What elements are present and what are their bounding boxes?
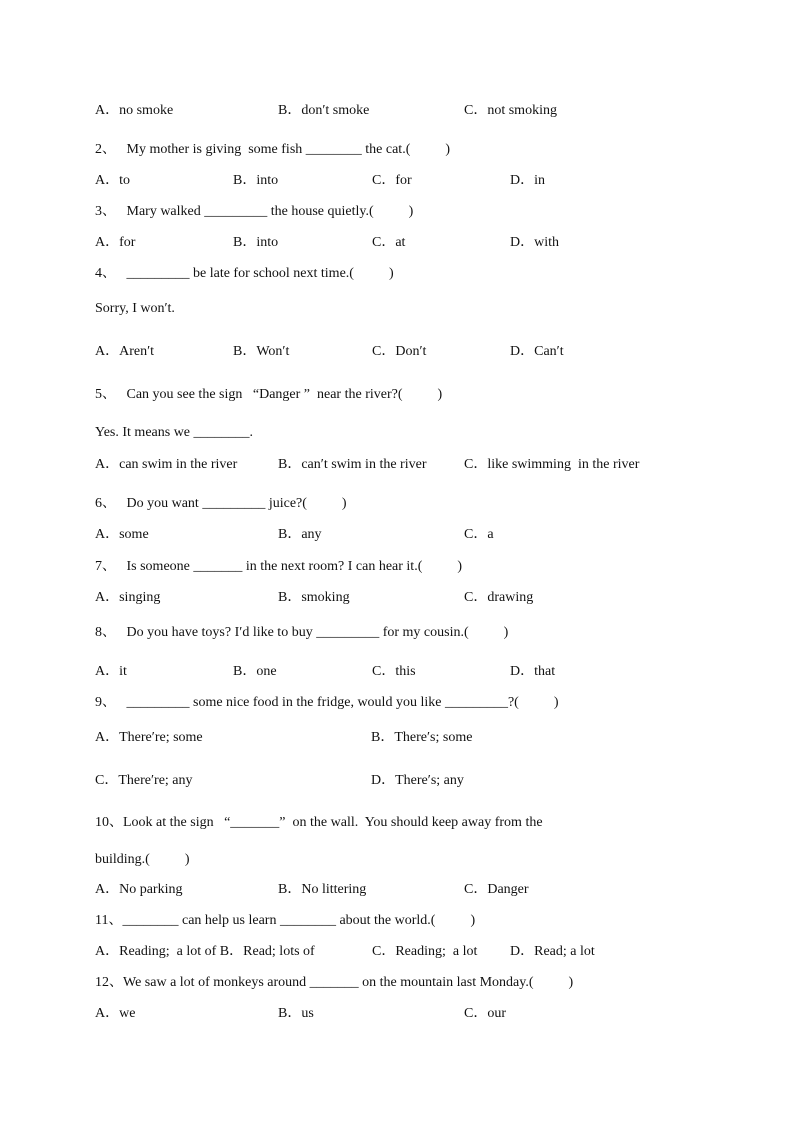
answer-option: C．drawing xyxy=(464,590,534,605)
question-line: 8、 Do you have toys? I′d like to buy _________ for my cousin.( ) xyxy=(95,625,509,640)
answer-option: C．at xyxy=(372,235,406,250)
answer-option: A．There′re; some xyxy=(95,730,203,745)
answer-option: D．There′s; any xyxy=(371,773,464,788)
answer-option: C．this xyxy=(372,664,416,679)
answer-option: D．Read; a lot xyxy=(510,944,595,959)
answer-option: B．us xyxy=(278,1006,314,1021)
answer-option: B．one xyxy=(233,664,277,679)
answer-option: B．smoking xyxy=(278,590,350,605)
answer-option: D．with xyxy=(510,235,559,250)
answer-option: A．we xyxy=(95,1006,136,1021)
answer-option: A．singing xyxy=(95,590,161,605)
answer-option: C．our xyxy=(464,1006,506,1021)
answer-option: D．Can′t xyxy=(510,344,564,359)
answer-option: A．for xyxy=(95,235,136,250)
answer-option: A．no smoke xyxy=(95,103,174,118)
question-line: 5、 Can you see the sign “Danger ” near the river?( ) xyxy=(95,387,443,402)
question-line: 11、________ can help us learn ________ about the world.( ) xyxy=(95,913,476,928)
answer-option: B．into xyxy=(233,235,279,250)
answer-option: C．Danger xyxy=(464,882,529,897)
answer-option: A．can swim in the river xyxy=(95,457,238,472)
answer-option: B．No littering xyxy=(278,882,367,897)
answer-option: A．it xyxy=(95,664,127,679)
answer-option: C．for xyxy=(372,173,412,188)
answer-option: B．Won′t xyxy=(233,344,290,359)
answer-option: A．to xyxy=(95,173,130,188)
answer-option: B．don′t smoke xyxy=(278,103,370,118)
answer-option: C．a xyxy=(464,527,494,542)
answer-option: D．that xyxy=(510,664,556,679)
answer-option: A．Reading; a lot of B．Read; lots of xyxy=(95,944,315,959)
answer-option: C．Don′t xyxy=(372,344,427,359)
question-line: 7、 Is someone _______ in the next room? I can hear it.( ) xyxy=(95,559,463,574)
answer-option: C．like swimming in the river xyxy=(464,457,640,472)
answer-option: D．in xyxy=(510,173,545,188)
answer-option: B．into xyxy=(233,173,279,188)
answer-option: C．There′re; any xyxy=(95,773,193,788)
question-line: building.( ) xyxy=(95,852,190,867)
question-line: 9、 _________ some nice food in the fridge, would you like _________?( ) xyxy=(95,695,559,710)
answer-option: B．There′s; some xyxy=(371,730,473,745)
question-line: 10、Look at the sign “_______” on the wall. You should keep away from the xyxy=(95,815,543,830)
answer-option: C．Reading; a lot xyxy=(372,944,478,959)
question-line: 3、 Mary walked _________ the house quietly.( ) xyxy=(95,204,414,219)
answer-option: A．some xyxy=(95,527,149,542)
question-line: 2、 My mother is giving some fish ________ the cat.( ) xyxy=(95,142,451,157)
answer-option: A．Aren′t xyxy=(95,344,155,359)
question-line: Yes. It means we ________. xyxy=(95,425,254,440)
answer-option: A．No parking xyxy=(95,882,183,897)
question-line: 12、We saw a lot of monkeys around _______ on the mountain last Monday.( ) xyxy=(95,975,574,990)
question-line: Sorry, I won′t. xyxy=(95,301,175,316)
answer-option: B．any xyxy=(278,527,322,542)
question-line: 6、 Do you want _________ juice?( ) xyxy=(95,496,347,511)
answer-option: B．can′t swim in the river xyxy=(278,457,427,472)
answer-option: C．not smoking xyxy=(464,103,557,118)
question-line: 4、 _________ be late for school next time.( ) xyxy=(95,266,394,281)
